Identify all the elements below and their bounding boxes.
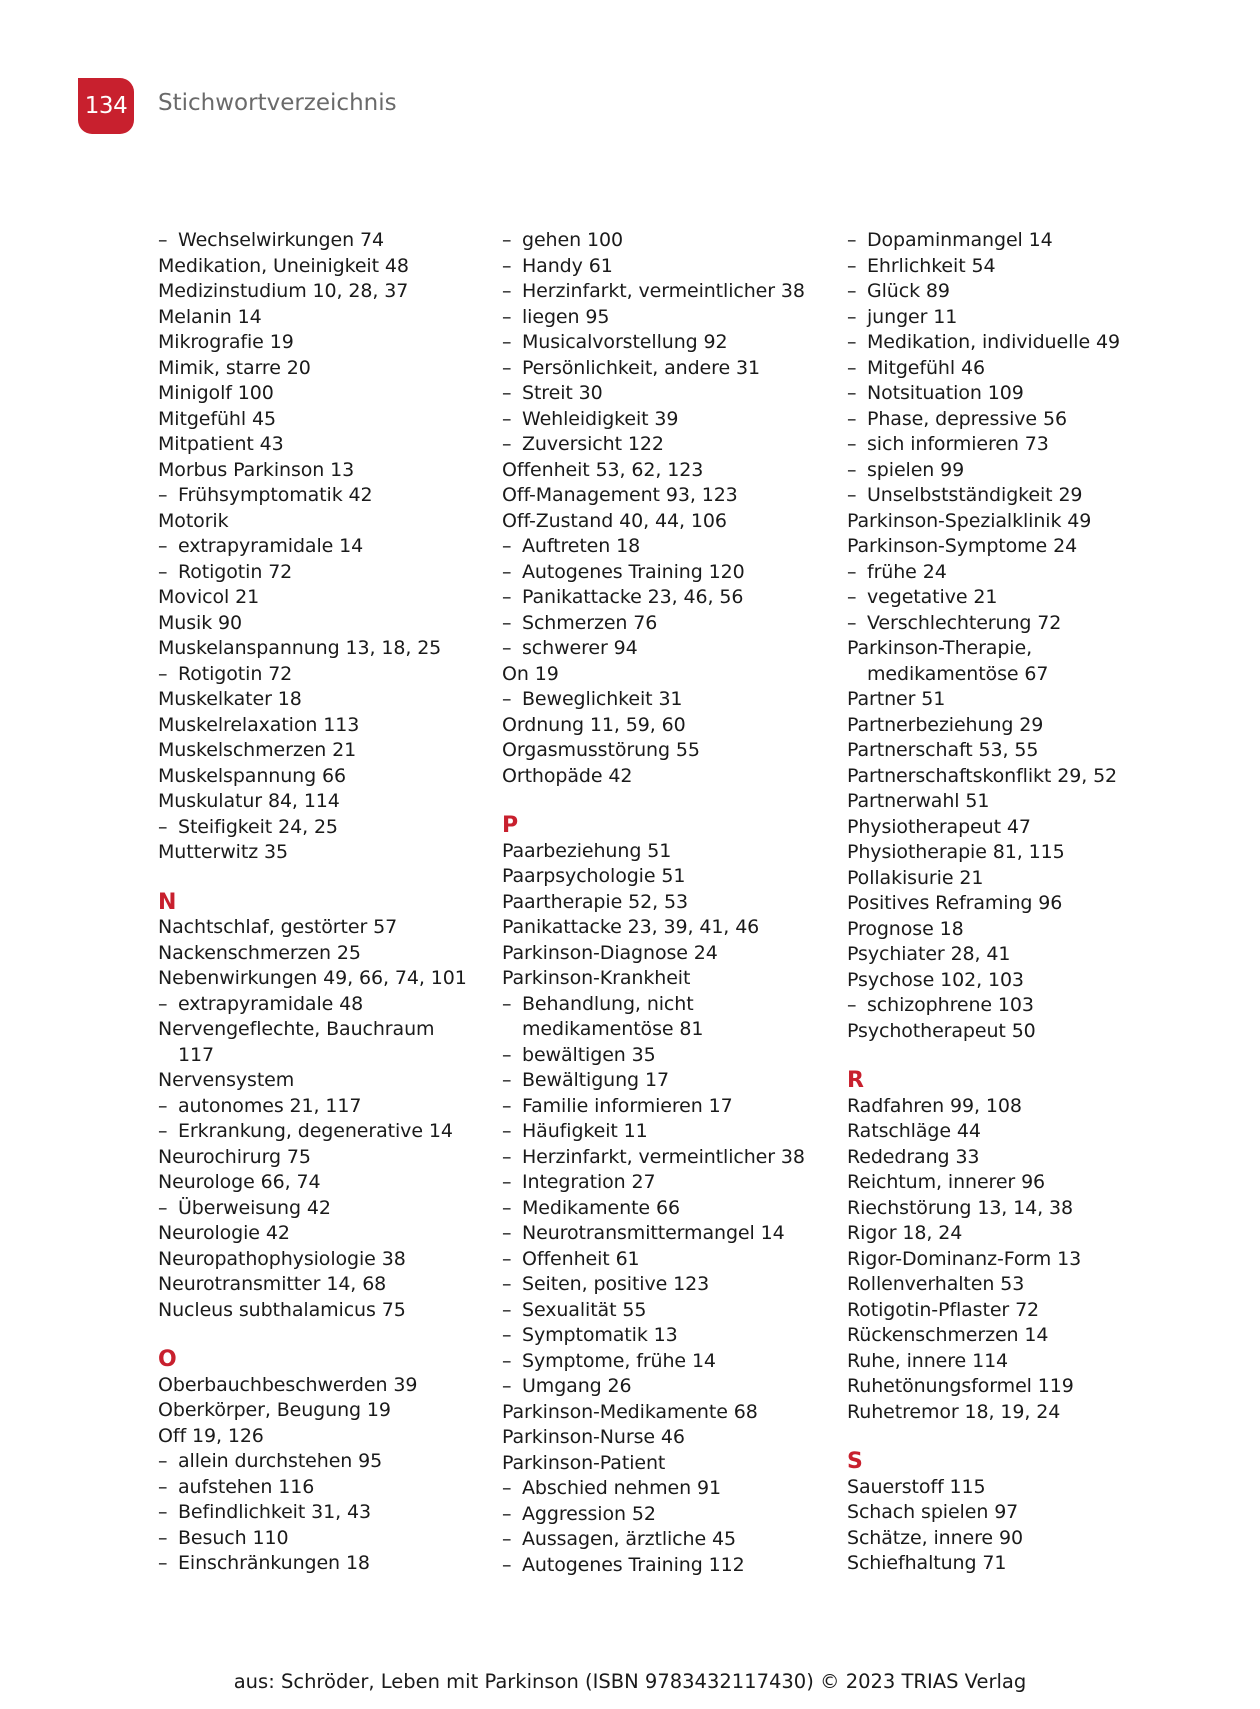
index-subentry: – schwerer 94 — [502, 636, 832, 662]
index-entry: Parkinson-Krankheit — [502, 967, 691, 989]
index-subentry: – spielen 99 — [847, 458, 1177, 484]
index-column-1 — [158, 228, 488, 1577]
index-entry: Muskelkater 18 — [158, 688, 302, 710]
index-entry: Schätze, innere 90 — [847, 1526, 1023, 1549]
index-subentry: – Offenheit 61 — [502, 1247, 832, 1273]
index-subentry: – Frühsymptomatik 42 — [158, 483, 488, 509]
index-entry: Ratschläge 44 — [847, 1120, 981, 1142]
index-subentry: – junger 11 — [847, 305, 1177, 331]
index-subentry: – Überweisung 42 — [158, 1196, 488, 1222]
index-entry: Partner 51 — [847, 688, 946, 710]
index-subentry: – Seiten, positive 123 — [502, 1272, 832, 1298]
index-subentry: – Häufigkeit 11 — [502, 1119, 832, 1145]
index-subentry: – Umgang 26 — [502, 1374, 832, 1400]
index-entry: Neurologe 66, 74 — [158, 1171, 321, 1193]
index-subentry: – Aggression 52 — [502, 1502, 832, 1528]
index-entry: Neuropathophysiologie 38 — [158, 1247, 406, 1270]
index-subentry: – Ehrlichkeit 54 — [847, 254, 1177, 280]
index-subentry: – Autogenes Training 112 — [502, 1553, 832, 1579]
index-entry: Musik 90 — [158, 611, 243, 634]
index-entry: Mitpatient 43 — [158, 433, 284, 455]
index-entry: Parkinson-Spezialklinik 49 — [847, 509, 1092, 532]
index-subentry: – Neurotransmittermangel 14 — [502, 1221, 832, 1247]
index-subentry: – Streit 30 — [502, 381, 832, 407]
index-subentry: – Bewältigung 17 — [502, 1068, 832, 1094]
index-entry: Parkinson-Medikamente 68 — [502, 1400, 758, 1423]
index-entry: Parkinson-Patient — [502, 1451, 666, 1474]
index-entry: Medikation, Uneinigkeit 48 — [158, 254, 409, 277]
index-entry: Muskelschmerzen 21 — [158, 739, 357, 761]
index-entry: Nervensystem — [158, 1069, 295, 1091]
index-entry: Oberbauchbeschwerden 39 — [158, 1373, 418, 1396]
index-entry: Partnerschaftskonflikt 29, 52 — [847, 764, 1118, 787]
index-subentry: – Auftreten 18 — [502, 534, 832, 560]
index-entry: Minigolf 100 — [158, 382, 274, 404]
index-section-letter: O — [158, 1347, 177, 1372]
index-subentry: – Schmerzen 76 — [502, 611, 832, 637]
index-entry: Nackenschmerzen 25 — [158, 941, 361, 964]
index-subentry: – Herzinfarkt, vermeintlicher 38 — [502, 279, 832, 305]
index-entry: Movicol 21 — [158, 586, 260, 608]
index-entry: Mikrografie 19 — [158, 331, 294, 353]
index-entry: Ruhetönungsformel 119 — [847, 1375, 1074, 1397]
index-subentry: – Besuch 110 — [158, 1526, 488, 1552]
index-subentry: – Erkrankung, degenerative 14 — [158, 1119, 488, 1145]
index-subentry: – Mitgefühl 46 — [847, 356, 1177, 382]
index-subentry: – aufstehen 116 — [158, 1475, 488, 1501]
index-entry: Neurologie 42 — [158, 1222, 290, 1244]
index-entry: medikamentöse 81 — [522, 1018, 704, 1040]
index-entry: Muskelspannung 66 — [158, 764, 346, 787]
index-entry: Medizinstudium 10, 28, 37 — [158, 280, 409, 302]
index-entry: Rededrang 33 — [847, 1145, 980, 1168]
index-entry: Rigor-Dominanz-Form 13 — [847, 1247, 1082, 1270]
index-entry: Rotigotin-Pflaster 72 — [847, 1298, 1040, 1321]
index-entry: medikamentöse 67 — [867, 662, 1049, 685]
index-subentry: – Unselbstständigkeit 29 — [847, 483, 1177, 509]
index-entry: Morbus Parkinson 13 — [158, 458, 355, 481]
index-entry: Psychotherapeut 50 — [847, 1019, 1036, 1042]
index-subentry: – extrapyramidale 48 — [158, 992, 488, 1018]
index-entry: Mimik, starre 20 — [158, 356, 311, 379]
index-entry: Parkinson-Symptome 24 — [847, 535, 1078, 557]
index-entry: Paarbeziehung 51 — [502, 839, 672, 862]
index-entry: Psychiater 28, 41 — [847, 943, 1011, 965]
index-subentry: – bewältigen 35 — [502, 1043, 832, 1069]
index-subentry: – Behandlung, nicht — [502, 992, 832, 1018]
index-entry: Nachtschlaf, gestörter 57 — [158, 916, 398, 938]
index-entry: Physiotherapie 81, 115 — [847, 841, 1065, 863]
index-entry: Mutterwitz 35 — [158, 841, 288, 863]
index-entry: Riechstörung 13, 14, 38 — [847, 1196, 1074, 1219]
index-entry: Paartherapie 52, 53 — [502, 890, 688, 913]
index-subentry: – allein durchstehen 95 — [158, 1449, 488, 1475]
index-subentry: – Notsituation 109 — [847, 381, 1177, 407]
index-entry: Prognose 18 — [847, 917, 964, 940]
index-section-letter: R — [847, 1068, 864, 1093]
index-entry: Partnerbeziehung 29 — [847, 713, 1044, 736]
section-title: Stichwortverzeichnis — [158, 90, 397, 116]
index-subentry: – Rotigotin 72 — [158, 560, 488, 586]
index-entry: Physiotherapeut 47 — [847, 815, 1031, 838]
index-entry: Paarpsychologie 51 — [502, 865, 686, 887]
index-entry: Muskelanspannung 13, 18, 25 — [158, 637, 442, 659]
index-entry: Partnerwahl 51 — [847, 790, 990, 812]
index-subentry: – Medikamente 66 — [502, 1196, 832, 1222]
index-entry: Rückenschmerzen 14 — [847, 1324, 1049, 1346]
index-subentry: – liegen 95 — [502, 305, 832, 331]
index-subentry: – Symptome, frühe 14 — [502, 1349, 832, 1375]
index-column-2 — [502, 228, 832, 1578]
index-entry: Orthopäde 42 — [502, 764, 633, 787]
index-subentry: – Herzinfarkt, vermeintlicher 38 — [502, 1145, 832, 1171]
index-entry: Ruhetremor 18, 19, 24 — [847, 1400, 1061, 1423]
index-subentry: – schizophrene 103 — [847, 993, 1177, 1019]
index-entry: Off 19, 126 — [158, 1424, 264, 1447]
index-entry: Muskulatur 84, 114 — [158, 790, 340, 812]
index-entry: Orgasmusstörung 55 — [502, 739, 700, 761]
index-subentry: – Wehleidigkeit 39 — [502, 407, 832, 433]
index-subentry: – Autogenes Training 120 — [502, 560, 832, 586]
index-subentry: – autonomes 21, 117 — [158, 1094, 488, 1120]
index-subentry: – Glück 89 — [847, 279, 1177, 305]
index-entry: Reichtum, innerer 96 — [847, 1171, 1046, 1193]
index-subentry: – Integration 27 — [502, 1170, 832, 1196]
index-subentry: – Handy 61 — [502, 254, 832, 280]
index-column-3 — [847, 228, 1177, 1577]
index-entry: Radfahren 99, 108 — [847, 1094, 1022, 1117]
index-section-letter: N — [158, 889, 177, 915]
index-subentry: – gehen 100 — [502, 228, 832, 254]
index-subentry: – Wechselwirkungen 74 — [158, 228, 488, 254]
index-subentry: – Steifigkeit 24, 25 — [158, 815, 488, 841]
index-entry: Sauerstoff 115 — [847, 1475, 986, 1498]
index-entry: Muskelrelaxation 113 — [158, 713, 360, 736]
index-subentry: – Verschlechterung 72 — [847, 611, 1177, 637]
index-subentry: – frühe 24 — [847, 560, 1177, 586]
index-entry: Nucleus subthalamicus 75 — [158, 1298, 406, 1321]
index-subentry: – Aussagen, ärztliche 45 — [502, 1527, 832, 1553]
index-entry: Parkinson-Therapie, — [847, 637, 1033, 659]
index-entry: Nebenwirkungen 49, 66, 74, 101 — [158, 967, 467, 989]
index-entry: Positives Reframing 96 — [847, 892, 1063, 914]
index-entry: Off-Management 93, 123 — [502, 484, 738, 506]
index-subentry: – Panikattacke 23, 46, 56 — [502, 585, 832, 611]
index-entry: On 19 — [502, 662, 559, 685]
index-entry: Oberkörper, Beugung 19 — [158, 1399, 391, 1421]
source-footer: aus: Schröder, Leben mit Parkinson (ISBN 9783432117430) © 2023 TRIAS Verlag — [233, 1670, 1027, 1693]
index-subentry: – Beweglichkeit 31 — [502, 687, 832, 713]
index-subentry: – Familie informieren 17 — [502, 1094, 832, 1120]
index-entry: Offenheit 53, 62, 123 — [502, 458, 704, 481]
index-entry: Schach spielen 97 — [847, 1501, 1019, 1523]
index-subentry: – Sexualität 55 — [502, 1298, 832, 1324]
index-subentry: – sich informieren 73 — [847, 432, 1177, 458]
index-entry: Rollenverhalten 53 — [847, 1273, 1025, 1295]
index-section-letter: S — [847, 1449, 863, 1474]
index-subentry: – Persönlichkeit, andere 31 — [502, 356, 832, 382]
index-entry: Off-Zustand 40, 44, 106 — [502, 509, 727, 532]
index-entry: Motorik — [158, 509, 229, 532]
index-subentry: – Medikation, individuelle 49 — [847, 330, 1177, 356]
index-subentry: – Abschied nehmen 91 — [502, 1476, 832, 1502]
index-entry: Ruhe, innere 114 — [847, 1349, 1009, 1372]
index-entry: Ordnung 11, 59, 60 — [502, 713, 686, 736]
index-subentry: – Musicalvorstellung 92 — [502, 330, 832, 356]
index-subentry: – extrapyramidale 14 — [158, 534, 488, 560]
index-entry: Panikattacke 23, 39, 41, 46 — [502, 916, 760, 938]
index-subentry: – Dopaminmangel 14 — [847, 228, 1177, 254]
index-subentry: – Rotigotin 72 — [158, 662, 488, 688]
index-entry: Pollakisurie 21 — [847, 866, 984, 889]
page-number-badge: 134 — [78, 78, 134, 134]
index-entry: Partnerschaft 53, 55 — [847, 739, 1039, 761]
index-subentry: – Phase, depressive 56 — [847, 407, 1177, 433]
index-section-letter: P — [502, 813, 519, 838]
index-entry: Mitgefühl 45 — [158, 407, 276, 430]
index-entry: Neurotransmitter 14, 68 — [158, 1273, 387, 1295]
index-subentry: – vegetative 21 — [847, 585, 1177, 611]
index-entry: Schiefhaltung 71 — [847, 1552, 1007, 1574]
index-entry: Rigor 18, 24 — [847, 1222, 963, 1244]
index-entry: Parkinson-Nurse 46 — [502, 1426, 685, 1448]
index-subentry: – Symptomatik 13 — [502, 1323, 832, 1349]
index-subentry: – Zuversicht 122 — [502, 432, 832, 458]
index-entry: Nervengeflechte, Bauchraum — [158, 1018, 435, 1040]
index-entry: Psychose 102, 103 — [847, 968, 1024, 991]
index-entry: Melanin 14 — [158, 305, 262, 328]
index-subentry: – Einschränkungen 18 — [158, 1551, 488, 1577]
index-entry: 117 — [178, 1043, 214, 1066]
index-entry: Neurochirurg 75 — [158, 1145, 311, 1168]
index-subentry: – Befindlichkeit 31, 43 — [158, 1500, 488, 1526]
index-entry: Parkinson-Diagnose 24 — [502, 941, 718, 964]
